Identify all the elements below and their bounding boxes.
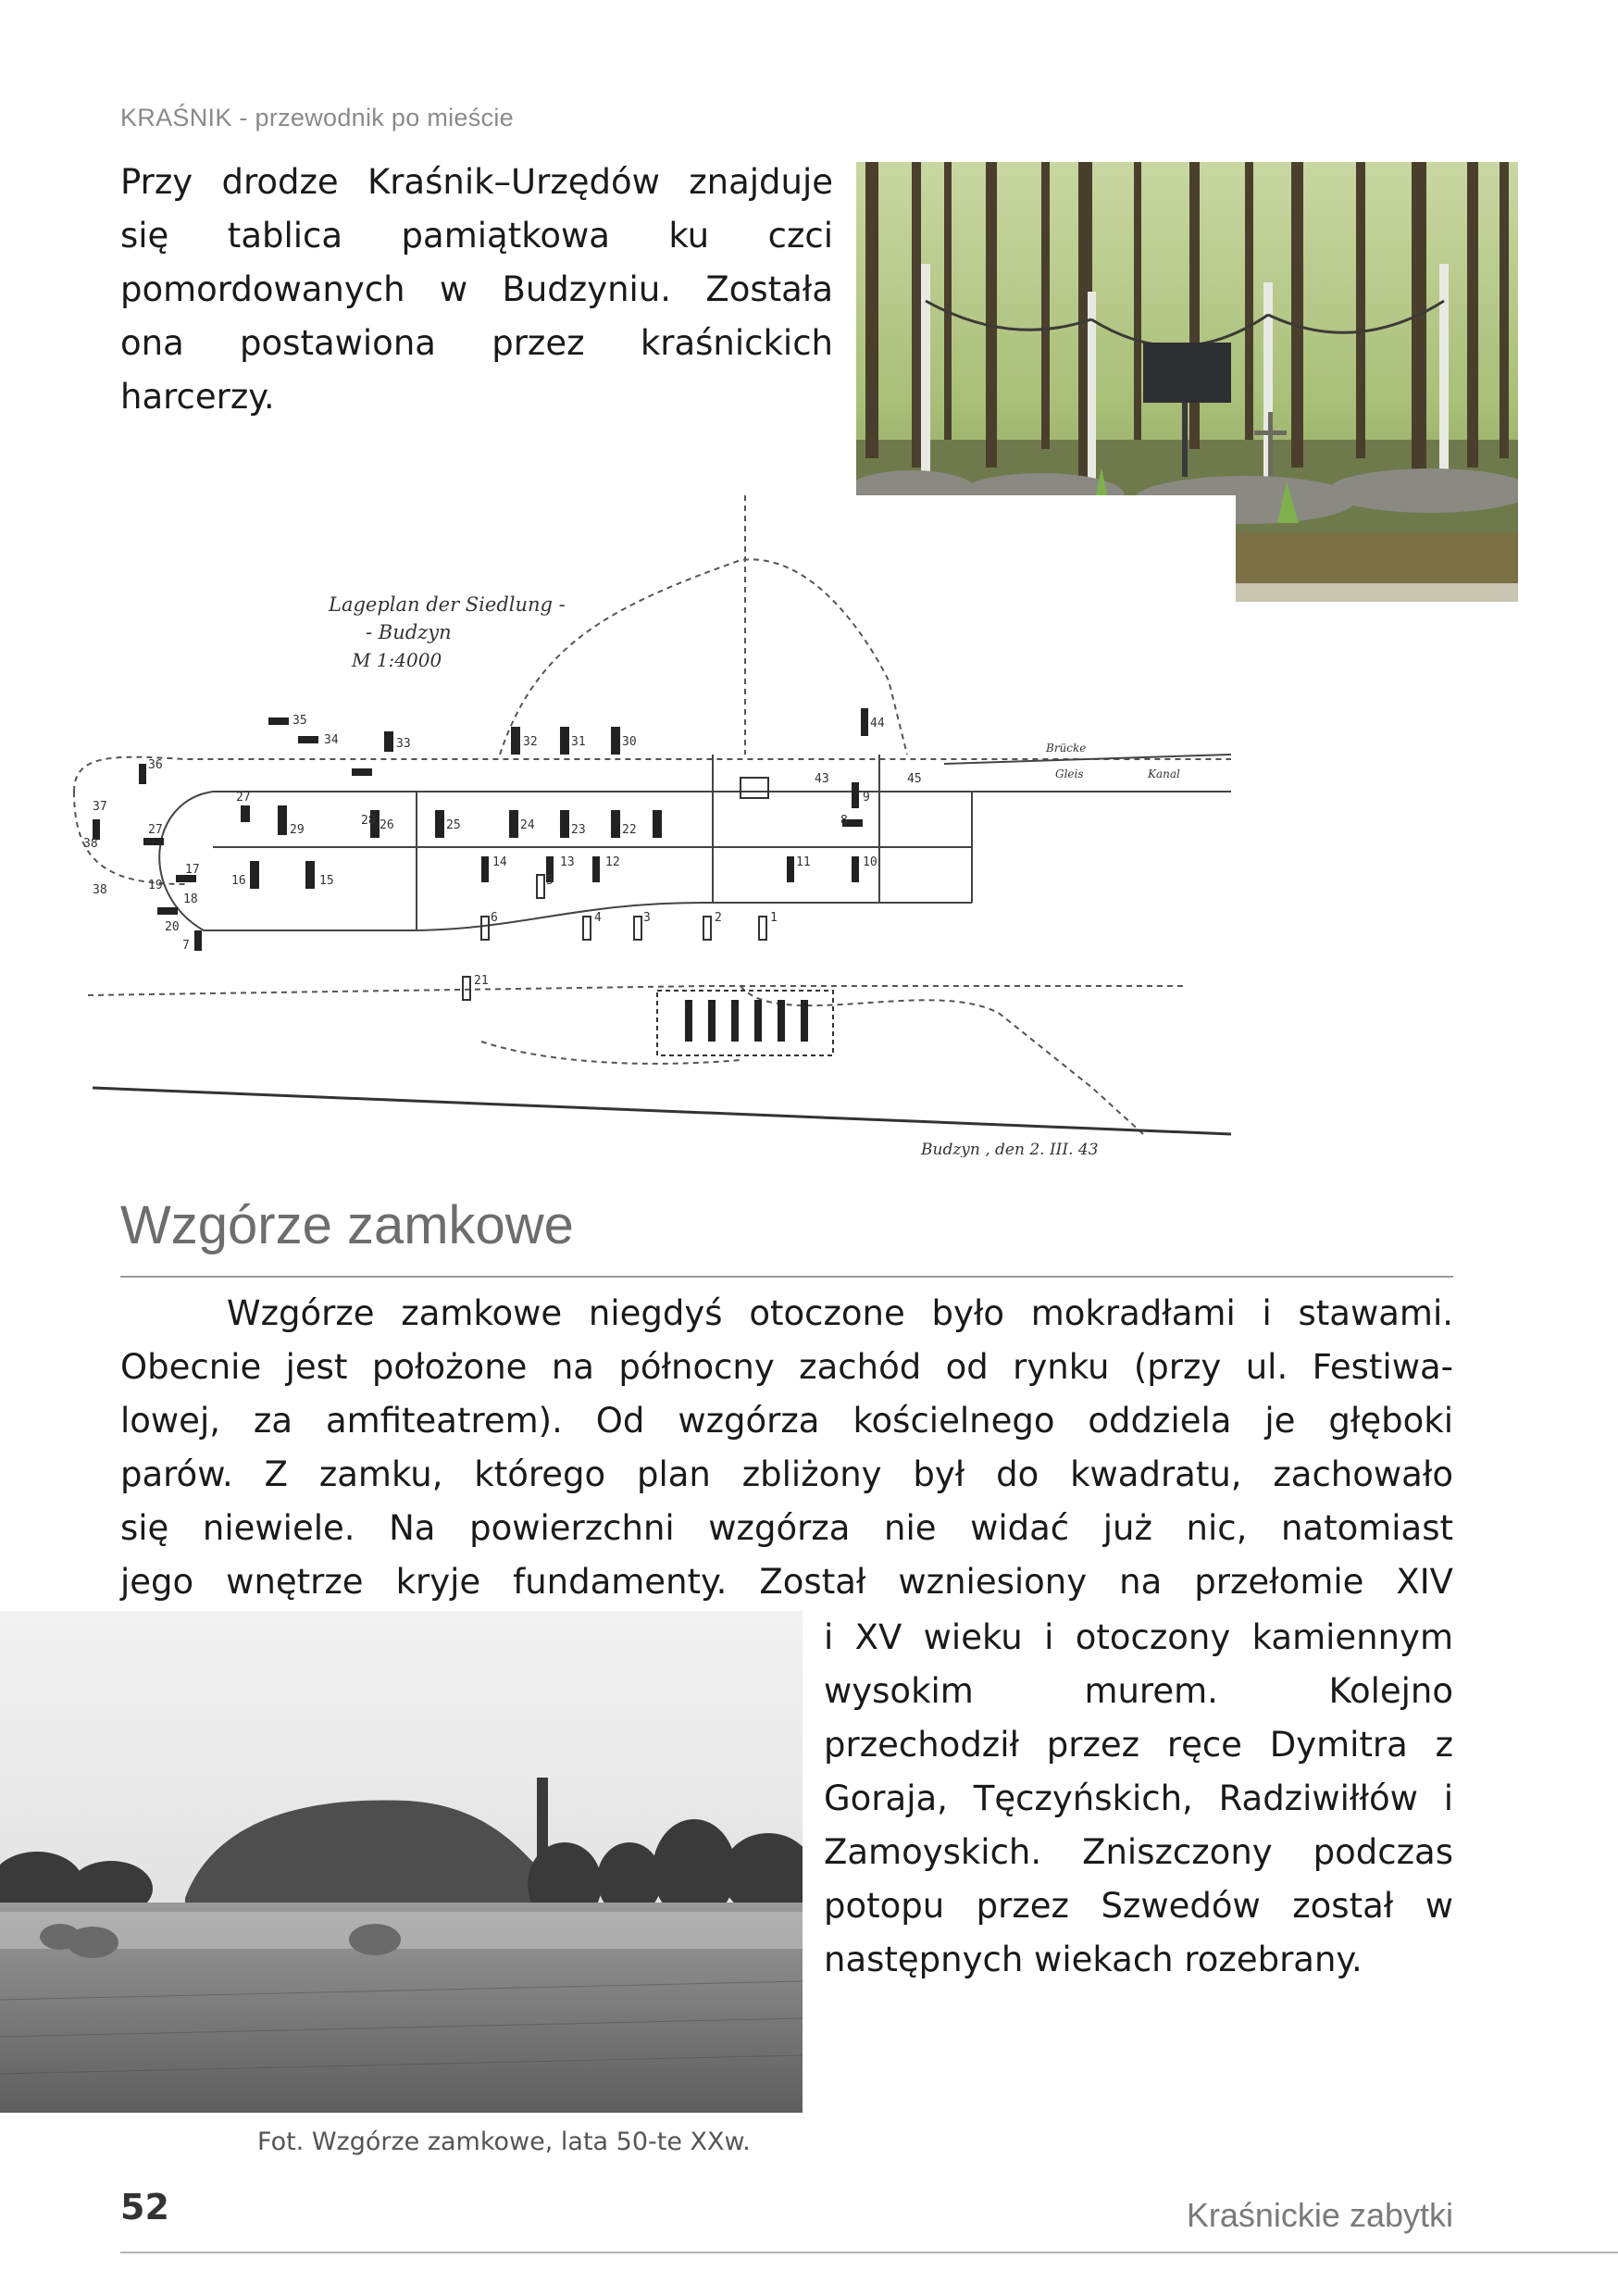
plan-signature: Budzyn , den 2. III. 43: [921, 1141, 1099, 1157]
svg-text:34: 34: [324, 733, 339, 747]
svg-text:32: 32: [523, 735, 538, 749]
body-line-3: lowej, za amfiteatrem). Od wzgórza kościelnego oddziela je głęboki: [120, 1401, 1453, 1441]
plan-scale: M 1:4000: [352, 649, 442, 671]
svg-text:16: 16: [231, 874, 246, 888]
svg-text:4: 4: [594, 911, 602, 925]
svg-text:36: 36: [148, 758, 163, 772]
svg-text:38: 38: [83, 837, 98, 851]
svg-text:38: 38: [93, 883, 107, 897]
plan-label-kanal: Kanal: [1148, 767, 1180, 780]
plan-title-line1: Lageplan der Siedlung -: [329, 593, 566, 616]
body-paragraph-wide: [120, 1287, 1453, 1609]
intro-paragraph: Przy drodze Kraśnik–Urzędów znajduje się tablica pamiątkowa ku czci pomordowanych w Budzyniu. Została ona postawiona przez kraśnickich harcerzy.: [120, 162, 833, 417]
body-paragraph-narrow: i XV wieku i otoczony kamiennym wysokim murem. Kolejno przechodził przez ręce Dymitra z Goraja, Tęczyńskich, Radziwiłłów i Zamoyskich. Zniszczony podczas potopu przez Szwedów został w następnych wiekach rozebrany.: [824, 1617, 1453, 1979]
svg-text:44: 44: [870, 717, 885, 730]
bw-photo-drawing: [0, 1611, 803, 2113]
svg-text:18: 18: [183, 892, 198, 906]
plan-label-bruecke: Brücke: [1046, 742, 1087, 755]
body-line-5: się niewiele. Na powierzchni wzgórza nie widać już nic, natomiast: [120, 1508, 1453, 1548]
section-divider: [120, 1276, 1453, 1278]
plan-title-line2: - Budzyn: [366, 621, 452, 643]
svg-text:45: 45: [907, 772, 922, 786]
svg-text:27: 27: [236, 791, 251, 805]
body-line-2: Obecnie jest położone na północny zachód od rynku (przy ul. Festiwa-: [120, 1347, 1453, 1387]
svg-text:23: 23: [571, 823, 586, 837]
svg-text:1: 1: [770, 911, 778, 925]
footer-divider: [120, 2252, 1618, 2253]
svg-text:3: 3: [643, 911, 651, 925]
svg-text:5: 5: [546, 874, 554, 888]
page-number: 52: [120, 2187, 169, 2227]
svg-text:15: 15: [319, 874, 334, 888]
footer-title: Kraśnickie zabytki: [1186, 2196, 1453, 2234]
svg-text:8: 8: [840, 814, 848, 828]
svg-text:20: 20: [165, 920, 180, 934]
svg-text:27: 27: [148, 823, 163, 837]
svg-text:22: 22: [622, 823, 637, 837]
svg-text:25: 25: [446, 818, 461, 832]
svg-text:30: 30: [622, 735, 637, 749]
svg-text:28: 28: [361, 814, 376, 828]
plan-label-gleis: Gleis: [1055, 767, 1084, 780]
svg-text:11: 11: [796, 855, 811, 869]
svg-text:6: 6: [491, 911, 498, 925]
svg-text:9: 9: [863, 791, 870, 805]
svg-text:17: 17: [185, 863, 200, 877]
svg-text:14: 14: [492, 855, 507, 869]
svg-text:2: 2: [715, 911, 722, 925]
castle-hill-photo: [0, 1611, 803, 2113]
svg-text:35: 35: [292, 714, 307, 728]
svg-text:21: 21: [474, 974, 489, 988]
svg-text:29: 29: [290, 823, 305, 837]
svg-text:37: 37: [93, 800, 107, 814]
svg-text:10: 10: [863, 855, 877, 869]
svg-text:12: 12: [605, 855, 620, 869]
svg-text:7: 7: [182, 939, 190, 953]
svg-text:24: 24: [520, 818, 535, 832]
svg-text:31: 31: [571, 735, 586, 749]
body-line-4: parów. Z zamku, którego plan zbliżony był do kwadratu, zachowało: [120, 1454, 1453, 1494]
running-head: KRAŚNIK - przewodnik po mieście: [120, 104, 514, 131]
body-line-6: jego wnętrze kryje fundamenty. Został wzniesiony na przełomie XIV: [120, 1562, 1453, 1602]
svg-text:43: 43: [815, 772, 829, 786]
photo-caption: Fot. Wzgórze zamkowe, lata 50-te XXw.: [257, 2128, 751, 2156]
site-plan-drawing: [56, 495, 1236, 1157]
svg-text:19: 19: [148, 879, 163, 892]
svg-text:26: 26: [380, 818, 394, 832]
svg-text:13: 13: [560, 855, 575, 869]
section-title: Wzgórze zamkowe: [120, 1195, 574, 1255]
budzyn-site-plan: [56, 495, 1236, 1157]
svg-text:33: 33: [396, 737, 411, 751]
body-line-1: Wzgórze zamkowe niegdyś otoczone było mokradłami i stawami.: [227, 1293, 1453, 1333]
